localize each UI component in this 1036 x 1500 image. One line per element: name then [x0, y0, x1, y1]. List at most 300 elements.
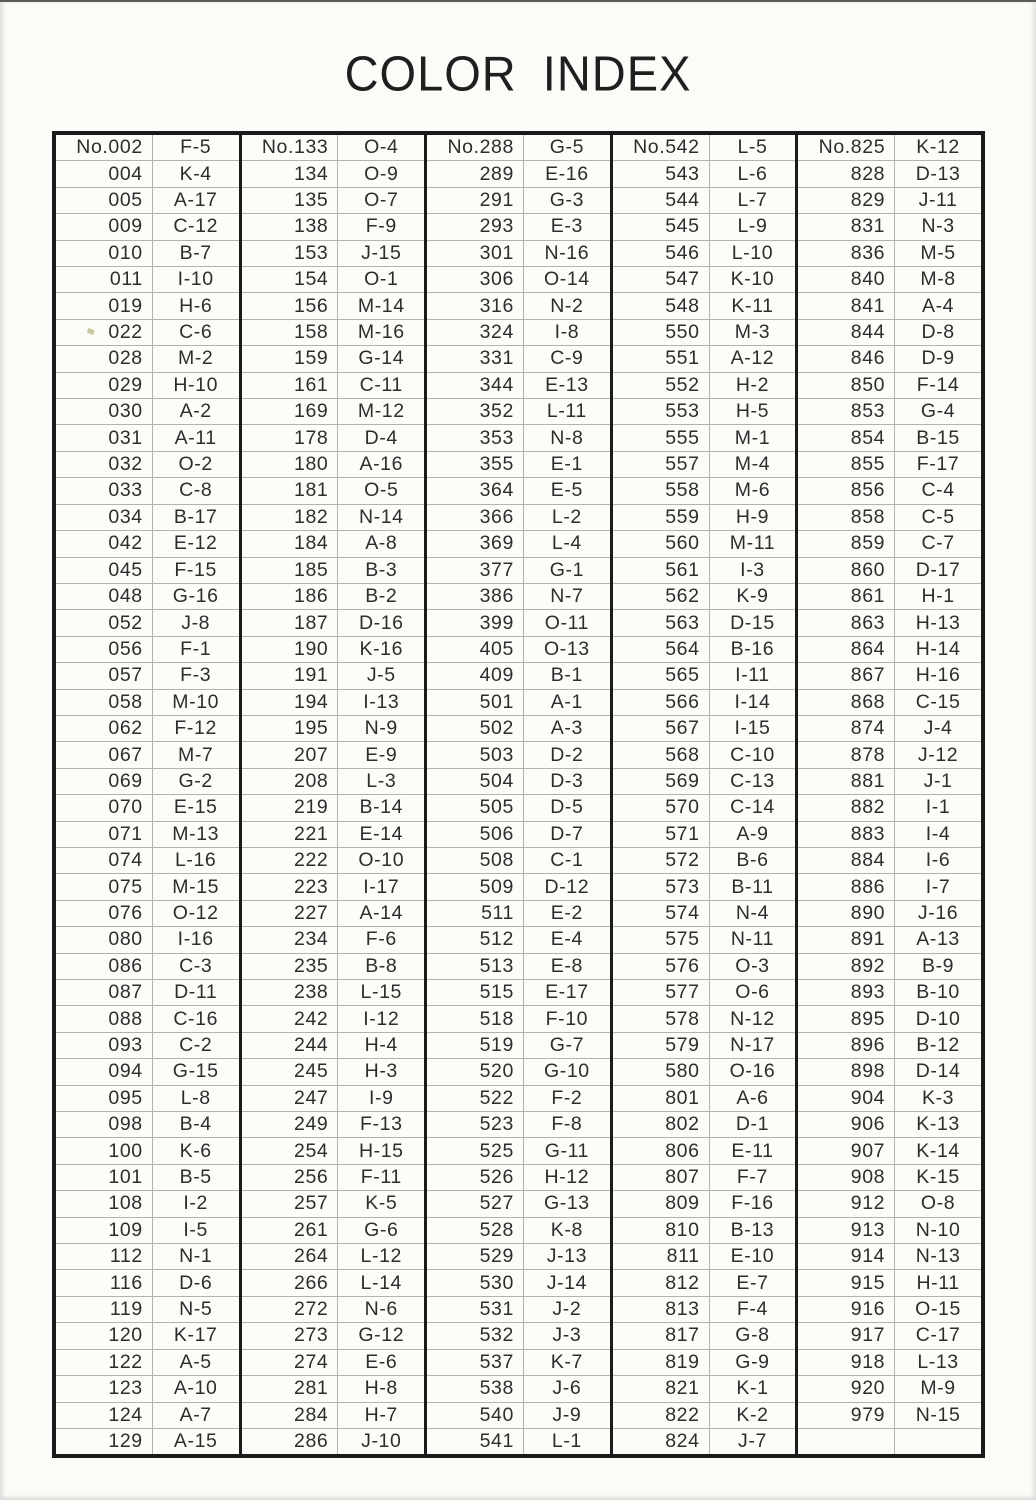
color-code-cell: H-3 — [364, 1060, 398, 1083]
color-number-cell: 154 — [242, 267, 339, 292]
color-code-cell: B-14 — [359, 796, 404, 819]
color-code-cell: C-6 — [179, 321, 213, 344]
color-code-cell: G-16 — [172, 585, 219, 608]
color-code-cell: K-12 — [916, 136, 960, 159]
color-number-cell: 548 — [613, 293, 710, 318]
index-row — [56, 715, 239, 741]
index-row — [242, 1032, 425, 1058]
color-code-cell: D-7 — [550, 822, 584, 845]
color-number-cell: No.002 — [56, 135, 153, 160]
color-number-cell: 566 — [613, 690, 710, 715]
index-row — [242, 1058, 425, 1084]
color-number-cell: 878 — [798, 742, 895, 767]
color-number-cell: 861 — [798, 584, 895, 609]
color-number-cell: 369 — [427, 531, 524, 556]
color-number-cell: 119 — [56, 1297, 153, 1322]
color-code-cell: I-8 — [554, 321, 580, 344]
color-code-cell: J-3 — [552, 1324, 582, 1347]
color-number-cell: 844 — [798, 320, 895, 345]
color-number-cell: 829 — [798, 188, 895, 213]
color-number-cell: 846 — [798, 346, 895, 371]
color-code-cell: G-7 — [549, 1034, 585, 1057]
color-number-cell: 580 — [613, 1059, 710, 1084]
color-number-cell: 538 — [427, 1376, 524, 1401]
index-row — [613, 1111, 796, 1137]
index-row — [613, 583, 796, 609]
color-code-cell: J-10 — [361, 1430, 402, 1453]
color-number-cell: 513 — [427, 954, 524, 979]
color-number-cell: 291 — [427, 188, 524, 213]
color-number-cell: 257 — [242, 1191, 339, 1216]
color-code-cell: K-3 — [921, 1086, 955, 1109]
color-code-cell: L-16 — [174, 849, 217, 872]
color-code-cell: I-16 — [177, 928, 214, 951]
index-row — [427, 979, 610, 1005]
color-code-cell: G-4 — [920, 400, 956, 423]
color-code-cell: B-15 — [916, 426, 960, 449]
color-number-cell: 512 — [427, 927, 524, 952]
color-number-cell: 377 — [427, 558, 524, 583]
color-code-cell: A-1 — [550, 690, 583, 713]
color-code-cell: D-8 — [921, 321, 955, 344]
color-number-cell: 184 — [242, 531, 339, 556]
color-code-cell: J-16 — [917, 901, 959, 924]
index-row — [242, 1296, 425, 1322]
color-code-cell: E-14 — [359, 822, 404, 845]
color-number-cell: 045 — [56, 558, 153, 583]
index-row — [798, 794, 981, 820]
color-number-cell: 293 — [427, 214, 524, 239]
index-row — [798, 1217, 981, 1243]
color-number-cell: 238 — [242, 980, 339, 1005]
index-row — [242, 1190, 425, 1216]
color-code-cell: L-10 — [731, 241, 774, 264]
index-row — [427, 926, 610, 952]
index-row — [613, 1032, 796, 1058]
index-row — [427, 398, 610, 424]
index-row — [798, 662, 981, 688]
color-number-cell: 560 — [613, 531, 710, 556]
color-code-cell: I-7 — [925, 875, 951, 898]
color-code-cell: A-7 — [179, 1403, 212, 1426]
column-pair — [239, 135, 425, 1454]
color-number-cell: 567 — [613, 716, 710, 741]
color-number-cell: 033 — [56, 478, 153, 503]
color-number-cell: 565 — [613, 663, 710, 688]
index-row — [613, 1349, 796, 1375]
index-row — [56, 240, 239, 266]
index-row — [56, 1190, 239, 1216]
color-number-cell: 501 — [427, 690, 524, 715]
color-code-cell: F-13 — [360, 1113, 403, 1136]
color-number-cell: 850 — [798, 373, 895, 398]
index-row — [427, 741, 610, 767]
color-code-cell: H-14 — [915, 637, 961, 660]
color-number-cell: 129 — [56, 1429, 153, 1454]
color-code-cell: I-9 — [368, 1086, 394, 1109]
color-number-cell: 520 — [427, 1059, 524, 1084]
index-row — [798, 1058, 981, 1084]
index-row — [56, 1217, 239, 1243]
index-row — [613, 873, 796, 899]
index-row — [242, 530, 425, 556]
color-code-cell — [895, 1429, 981, 1454]
color-number-cell: 245 — [242, 1059, 339, 1084]
color-code-cell: E-12 — [173, 532, 218, 555]
color-code-cell: O-13 — [543, 637, 590, 660]
color-number-cell: 235 — [242, 954, 339, 979]
color-code-cell: K-9 — [736, 585, 769, 608]
color-code-cell: F-4 — [736, 1298, 768, 1321]
color-number-cell: 809 — [613, 1191, 710, 1216]
color-code-cell: K-4 — [179, 162, 212, 185]
index-row — [798, 609, 981, 635]
index-row — [613, 768, 796, 794]
index-row — [242, 847, 425, 873]
color-number-cell: 854 — [798, 425, 895, 450]
index-row — [56, 900, 239, 926]
color-number-cell: No.288 — [427, 135, 524, 160]
color-number-cell: 571 — [613, 822, 710, 847]
color-code-cell: M-4 — [734, 453, 771, 476]
index-row — [798, 979, 981, 1005]
color-code-cell: J-8 — [181, 611, 211, 634]
color-code-cell: M-10 — [172, 690, 220, 713]
color-code-cell: E-7 — [736, 1271, 769, 1294]
color-code-cell: E-10 — [730, 1245, 775, 1268]
color-number-cell: 895 — [798, 1006, 895, 1031]
color-code-cell: M-13 — [172, 822, 220, 845]
color-code-cell: N-2 — [550, 294, 584, 317]
index-row — [56, 1375, 239, 1401]
index-row — [242, 979, 425, 1005]
index-row — [798, 847, 981, 873]
index-row — [798, 530, 981, 556]
color-code-cell: F-5 — [180, 136, 212, 159]
color-number-cell: 227 — [242, 901, 339, 926]
color-number-cell: 386 — [427, 584, 524, 609]
index-row — [427, 424, 610, 450]
color-code-cell: O-11 — [544, 611, 590, 634]
color-number-cell: 509 — [427, 874, 524, 899]
color-code-cell: J-2 — [552, 1298, 582, 1321]
color-number-cell: 087 — [56, 980, 153, 1005]
index-row — [613, 1190, 796, 1216]
index-row — [56, 1243, 239, 1269]
index-row — [242, 900, 425, 926]
index-row — [427, 689, 610, 715]
color-code-cell: E-6 — [365, 1350, 398, 1373]
color-code-cell: E-11 — [731, 1139, 774, 1162]
color-number-cell: 550 — [613, 320, 710, 345]
color-code-cell: M-7 — [177, 743, 214, 766]
color-number-cell: 074 — [56, 848, 153, 873]
index-row — [613, 1164, 796, 1190]
color-number-cell: 908 — [798, 1165, 895, 1190]
color-code-cell: F-14 — [916, 373, 960, 396]
index-row — [613, 1322, 796, 1348]
index-row — [427, 1428, 610, 1454]
color-number-cell: 813 — [613, 1297, 710, 1322]
color-number-cell: 856 — [798, 478, 895, 503]
color-code-cell: C-5 — [921, 505, 955, 528]
index-row — [56, 821, 239, 847]
color-code-cell: O-1 — [364, 268, 399, 291]
index-row — [613, 1217, 796, 1243]
color-number-cell: 528 — [427, 1218, 524, 1243]
color-number-cell: 860 — [798, 558, 895, 583]
index-row — [427, 1243, 610, 1269]
index-row — [242, 1322, 425, 1348]
index-row — [427, 1296, 610, 1322]
index-row — [613, 398, 796, 424]
color-code-cell: N-6 — [364, 1298, 398, 1321]
color-number-cell: 859 — [798, 531, 895, 556]
color-code-cell: E-17 — [545, 981, 589, 1004]
index-row — [798, 583, 981, 609]
color-code-cell: C-14 — [730, 796, 775, 819]
color-code-cell: I-1 — [925, 796, 951, 819]
color-number-cell: 555 — [613, 425, 710, 450]
color-number-cell: 511 — [427, 901, 524, 926]
color-code-cell: J-11 — [918, 189, 958, 212]
index-row — [798, 873, 981, 899]
color-number-cell: 812 — [613, 1270, 710, 1295]
index-row — [427, 292, 610, 318]
color-number-cell: 281 — [242, 1376, 339, 1401]
index-row — [56, 794, 239, 820]
color-number-cell: 031 — [56, 425, 153, 450]
index-row — [427, 187, 610, 213]
color-number-cell — [798, 1429, 895, 1454]
index-row — [613, 662, 796, 688]
color-code-cell: M-5 — [920, 241, 956, 264]
index-row — [613, 1296, 796, 1322]
color-code-cell: I-5 — [183, 1218, 208, 1241]
color-number-cell: 032 — [56, 452, 153, 477]
color-number-cell: 399 — [427, 610, 524, 635]
color-code-cell: E-9 — [365, 743, 398, 766]
color-code-cell: N-14 — [358, 505, 404, 528]
color-code-cell: O-7 — [364, 189, 399, 212]
index-row — [798, 1375, 981, 1401]
color-code-cell: D-4 — [364, 426, 398, 449]
color-number-cell: 080 — [56, 927, 153, 952]
index-row — [613, 160, 796, 186]
color-code-cell: K-16 — [359, 637, 404, 660]
color-number-cell: 831 — [798, 214, 895, 239]
color-number-cell: 920 — [798, 1376, 895, 1401]
color-number-cell: 156 — [242, 293, 339, 318]
color-code-cell: O-14 — [543, 268, 590, 291]
color-code-cell: O-15 — [915, 1298, 961, 1321]
color-number-cell: 557 — [613, 452, 710, 477]
index-row — [242, 1217, 425, 1243]
index-row — [613, 1005, 796, 1031]
color-code-cell: E-15 — [173, 796, 218, 819]
color-number-cell: 821 — [613, 1376, 710, 1401]
color-number-cell: 191 — [242, 663, 339, 688]
color-code-cell: H-6 — [179, 294, 213, 317]
color-number-cell: 529 — [427, 1244, 524, 1269]
index-row — [798, 345, 981, 371]
index-row — [242, 451, 425, 477]
color-number-cell: 863 — [798, 610, 895, 635]
index-row — [427, 794, 610, 820]
color-number-cell: 067 — [56, 742, 153, 767]
color-number-cell: 806 — [613, 1138, 710, 1163]
index-row — [427, 1375, 610, 1401]
index-row — [56, 953, 239, 979]
color-number-cell: 563 — [613, 610, 710, 635]
color-code-cell: B-5 — [179, 1166, 212, 1189]
index-row — [798, 1190, 981, 1216]
index-row — [613, 424, 796, 450]
index-row — [613, 715, 796, 741]
index-row — [427, 1217, 610, 1243]
color-number-cell: 075 — [56, 874, 153, 899]
color-code-cell: O-5 — [364, 479, 399, 502]
color-number-cell: 286 — [242, 1429, 339, 1454]
color-number-cell: 058 — [56, 690, 153, 715]
color-number-cell: 076 — [56, 901, 153, 926]
color-number-cell: 221 — [242, 822, 339, 847]
color-code-cell: H-2 — [735, 373, 770, 396]
index-row — [56, 741, 239, 767]
color-number-cell: 505 — [427, 795, 524, 820]
index-row — [56, 213, 239, 239]
index-row — [242, 926, 425, 952]
color-number-cell: 352 — [427, 399, 524, 424]
color-code-cell: F-9 — [365, 215, 397, 238]
color-code-cell: G-14 — [358, 347, 405, 370]
color-code-cell: K-7 — [550, 1350, 583, 1373]
color-number-cell: 048 — [56, 584, 153, 609]
color-number-cell: 540 — [427, 1403, 524, 1428]
color-number-cell: 570 — [613, 795, 710, 820]
index-row — [56, 1349, 239, 1375]
color-number-cell: 564 — [613, 637, 710, 662]
color-code-cell: I-17 — [363, 875, 400, 898]
color-code-cell: A-12 — [730, 347, 775, 370]
color-number-cell: 242 — [242, 1006, 339, 1031]
color-number-cell: 882 — [798, 795, 895, 820]
color-code-cell: O-9 — [364, 162, 399, 185]
color-code-cell: H-1 — [921, 585, 955, 608]
color-code-cell: D-5 — [550, 796, 584, 819]
color-number-cell: 169 — [242, 399, 339, 424]
color-number-cell: 884 — [798, 848, 895, 873]
color-number-cell: 071 — [56, 822, 153, 847]
color-number-cell: 546 — [613, 241, 710, 266]
color-code-cell: G-8 — [735, 1324, 770, 1347]
color-code-cell: O-4 — [364, 136, 399, 159]
color-number-cell: 098 — [56, 1112, 153, 1137]
color-code-cell: I-3 — [740, 558, 765, 581]
color-number-cell: 190 — [242, 637, 339, 662]
index-row — [56, 451, 239, 477]
index-row — [613, 609, 796, 635]
color-number-cell: 316 — [427, 293, 524, 318]
color-number-cell: 906 — [798, 1112, 895, 1137]
color-number-cell: 912 — [798, 1191, 895, 1216]
color-number-cell: 120 — [56, 1323, 153, 1348]
index-row — [427, 953, 610, 979]
index-row — [427, 1164, 610, 1190]
color-number-cell: 817 — [613, 1323, 710, 1348]
color-number-cell: 868 — [798, 690, 895, 715]
color-code-cell: A-15 — [173, 1430, 218, 1453]
color-number-cell: 022 — [56, 320, 153, 345]
color-code-cell: B-10 — [916, 981, 960, 1004]
index-row — [242, 160, 425, 186]
index-row — [613, 372, 796, 398]
color-code-cell: F-3 — [180, 664, 212, 687]
color-code-cell: E-13 — [545, 373, 589, 396]
index-row — [242, 636, 425, 662]
color-number-cell: 194 — [242, 690, 339, 715]
index-row — [613, 1085, 796, 1111]
column-pair — [610, 135, 796, 1454]
index-row — [427, 821, 610, 847]
color-code-cell: C-7 — [921, 532, 955, 555]
color-number-cell: 069 — [56, 769, 153, 794]
index-row — [56, 636, 239, 662]
color-code-cell: I-10 — [177, 268, 214, 291]
color-code-cell: G-11 — [544, 1139, 590, 1162]
color-number-cell: 518 — [427, 1006, 524, 1031]
color-number-cell: 867 — [798, 663, 895, 688]
color-code-cell: B-12 — [916, 1034, 960, 1057]
index-row — [798, 266, 981, 292]
color-code-cell: J-12 — [917, 743, 959, 766]
index-row — [613, 847, 796, 873]
color-number-cell: 093 — [56, 1033, 153, 1058]
index-row — [613, 1402, 796, 1428]
color-code-cell: H-11 — [916, 1271, 960, 1294]
color-number-cell: 819 — [613, 1350, 710, 1375]
color-number-cell: 811 — [613, 1244, 710, 1269]
color-code-cell: F-8 — [551, 1113, 583, 1136]
color-code-cell: D-2 — [550, 743, 584, 766]
index-row — [56, 477, 239, 503]
color-code-cell: D-3 — [550, 769, 584, 792]
color-number-cell: 824 — [613, 1429, 710, 1454]
color-number-cell: 537 — [427, 1350, 524, 1375]
color-code-cell: N-13 — [915, 1245, 961, 1268]
index-row — [613, 557, 796, 583]
color-number-cell: 005 — [56, 188, 153, 213]
index-row — [427, 372, 610, 398]
index-row — [242, 1428, 425, 1454]
color-number-cell: 088 — [56, 1006, 153, 1031]
color-code-cell: G-3 — [549, 189, 585, 212]
color-code-cell: I-6 — [925, 849, 951, 872]
color-number-cell: 551 — [613, 346, 710, 371]
color-number-cell: 062 — [56, 716, 153, 741]
color-code-cell: O-6 — [735, 981, 770, 1004]
index-row — [613, 689, 796, 715]
color-code-cell: L-12 — [360, 1245, 402, 1268]
color-code-cell: C-1 — [550, 849, 584, 872]
color-number-cell: 874 — [798, 716, 895, 741]
color-code-cell: C-10 — [730, 743, 775, 766]
color-number-cell: 575 — [613, 927, 710, 952]
color-code-cell: A-5 — [179, 1350, 212, 1373]
color-number-cell: 019 — [56, 293, 153, 318]
index-row — [613, 477, 796, 503]
color-code-cell: K-2 — [736, 1403, 769, 1426]
